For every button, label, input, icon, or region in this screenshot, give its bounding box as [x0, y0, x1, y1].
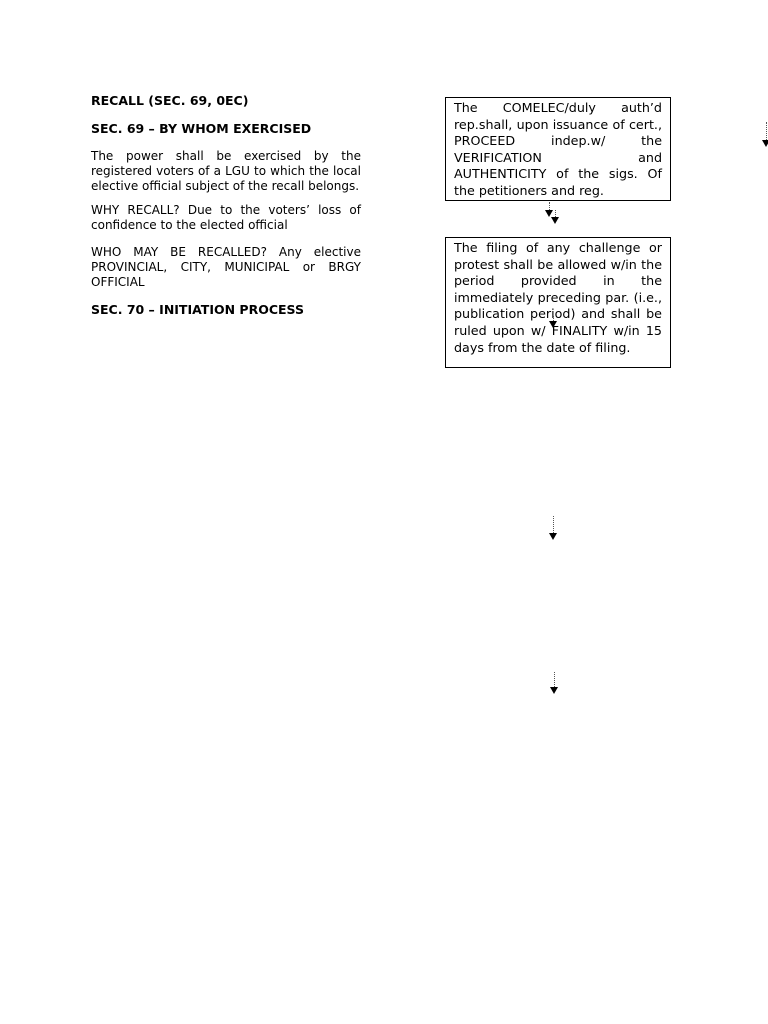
down-arrow-icon: [762, 122, 768, 148]
who-may-be-recalled-paragraph: WHO MAY BE RECALLED? Any elective PROVINCIAL, CITY, MUNICIPAL or BRGY OFFICIAL: [91, 245, 361, 289]
sec70-heading: SEC. 70 – INITIATION PROCESS: [91, 302, 304, 317]
sec69-paragraph: The power shall be exercised by the registered voters of a LGU to which the local elective official subject of the recall belongs.: [91, 149, 361, 193]
flowchart-box-challenge-text: The filing of any challenge or protest shall be allowed w/in the period provided in the immediately preceding par. (i.e., publication period) and shall be ruled upon w/ FINALITY w/in 15 days from the date of filing.: [454, 240, 662, 355]
flowchart-box-challenge: [445, 237, 671, 368]
left-column: [91, 93, 361, 330]
down-arrow-icon: [549, 316, 559, 330]
sec69-heading: SEC. 69 – BY WHOM EXERCISED: [91, 121, 312, 136]
down-arrow-icon: [551, 210, 561, 226]
down-arrow-icon: [549, 516, 559, 542]
down-arrow-icon: [550, 672, 560, 696]
flowchart-box-verification: [445, 97, 671, 201]
flowchart-box-verification-text: The COMELEC/duly auth’d rep.shall, upon issuance of cert., PROCEED indep.w/ the VERIFICATION and AUTHENTICITY of the sigs. Of the petitioners and reg.: [454, 100, 662, 198]
recall-title: RECALL (SEC. 69, 0EC): [91, 93, 249, 108]
why-recall-paragraph: WHY RECALL? Due to the voters’ loss of confidence to the elected official: [91, 203, 361, 232]
